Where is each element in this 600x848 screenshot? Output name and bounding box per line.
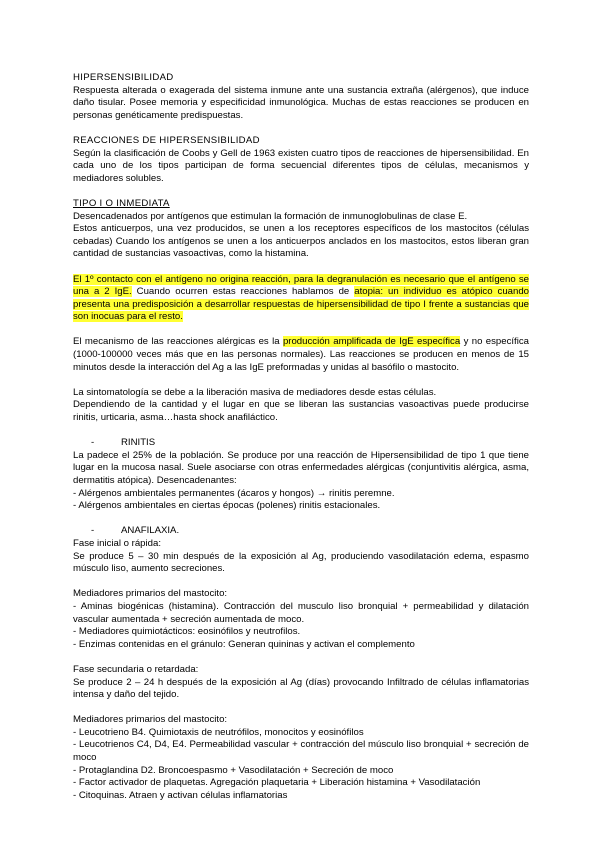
highlight-atopia: atopia: un individuo es atópico cuando presenta una predisposición a desarrollar respuestas de hipersensibilidad de tipo I frente a sustancias que son inocuas para el resto. [73,286,529,323]
paragraph-tipo1-intro: Desencadenados por antígenos que estimulan la formación de inmunoglobulinas de clase E. [73,210,468,222]
subsection-title-rinitis: RINITIS [121,437,156,449]
paragraph-sintomatologia: La sintomatología se debe a la liberación masiva de mediadores desde estas células. [73,386,437,398]
list-item: - Alérgenos ambientales permanentes (ácaros y hongos) → rinitis peremne. [73,487,395,499]
subsection-rinitis [73,437,529,450]
heading-mediadores-1: Mediadores primarios del mastocito: [73,588,228,600]
highlight-primer-contacto: El 1º contacto con el antígeno no origina reacción, para la degranulación es necesario que el antígeno se una a 2 IgE. [73,273,529,298]
list-item: - Enzimas contenidas en el gránulo: Generan quininas y activan el complemento [73,638,415,650]
document-page [73,72,529,802]
heading-mediadores-2: Mediadores primarios del mastocito: [73,714,228,726]
highlight-ige-especifica: producción amplificada de IgE específica [282,336,461,348]
list-item: - Mediadores quimiotácticos: eosinófilos y neutrofilos. [73,626,301,638]
text-atopia-connector: Cuando ocurren estas reacciones hablamos de [131,286,355,298]
list-item: - Leucotrieno B4. Quimiotaxis de neutrófilos, monocitos y eosinófilos [73,726,364,738]
section-title-hipersensibilidad: HIPERSENSIBILIDAD [73,72,174,83]
text-mecanismo-a: El mecanismo de las reacciones alérgicas es la [73,336,283,348]
bullet-dash: - [91,525,95,537]
section-title-reacciones: REACCIONES DE HIPERSENSIBILIDAD [73,134,260,146]
list-item: - Protaglandina D2. Broncoespasmo + Vasodilatación + Secreción de moco [73,764,394,776]
paragraph-fase-inicial: Se produce 5 – 30 min después de la exposición al Ag, produciendo vasodilatación edema, espasmo músculo liso, aumento secreciones. [73,550,529,575]
paragraph-dependiendo: Dependiendo de la cantidad y el lugar en que se liberan las sustancias vasoactivas puede producirse rinitis, urticaria, asma…hasta shock anafiláctico. [73,399,529,424]
list-item: - Aminas biogénicas (histamina). Contracción del musculo liso bronquial + permeabilidad y dilatación vascular aumentada + secreción aumentada de moco. [73,600,529,625]
subsection-title-anafilaxia: ANAFILAXIA. [121,525,180,537]
paragraph-reacciones: Según la clasificación de Coobs y Gell de 1963 existen cuatro tipos de reacciones de hipersensibilidad. En cada uno de los tipos participan de forma secuencial diferentes tipos de células, mecanismos y mediadores solubles. [73,147,529,184]
text-mecanismo-b: y no específica (1000-100000 veces más que en las personas normales). Las reacciones se producen en menos de 15 minutos desde la interacción del Ag a las IgE preformadas y unidas al basófilo o mastocito. [73,336,529,373]
subsection-anafilaxia [73,525,529,538]
paragraph-mecanismo [73,336,529,374]
bullet-dash: - [91,437,95,449]
paragraph-atopia [73,274,529,324]
paragraph-fase-secundaria: Se produce 2 – 24 h después de la exposición al Ag (días) provocando Infiltrado de células inflamatorias intensa y daño del tejido. [73,676,529,701]
list-item: - Factor activador de plaquetas. Agregación plaquetaria + Liberación histamina + Vasodilatación [73,777,481,789]
section-title-tipo1: TIPO I O INMEDIATA [73,197,170,209]
paragraph-hipersensibilidad: Respuesta alterada o exagerada del sistema inmune ante una sustancia extraña (alérgenos), que induce daño tisular. Posee memoria y especificidad inmunológica. Muchas de estas reacciones se producen en personas genéticamente predispuestas. [73,84,529,121]
heading-fase-inicial: Fase inicial o rápida: [73,537,161,549]
paragraph-rinitis: La padece el 25% de la población. Se produce por una reacción de Hipersensibilidad de tipo 1 que tiene lugar en la mucosa nasal. Suele asociarse con otras enfermedades alérgicas (conjuntivitis alérgica, asma, dermatitis atópica). Desencadenantes: [73,449,529,486]
heading-fase-secundaria: Fase secundaria o retardada: [73,663,199,675]
list-item: - Citoquinas. Atraen y activan células inflamatorias [73,789,288,801]
list-item: - Leucotrienos C4, D4, E4. Permeabilidad vascular + contracción del músculo liso bronquial + secreción de moco [73,739,529,764]
list-item: - Alérgenos ambientales en ciertas épocas (polenes) rinitis estacionales. [73,500,381,512]
paragraph-tipo1-anticuerpos: Estos anticuerpos, una vez producidos, se unen a los receptores específicos de los mastocitos (células cebadas) Cuando los antígenos se unen a los anticuerpos anclados en los mastocitos, estos liberan gran cantidad de sustancias vasoactivas, como la histamina. [73,223,529,260]
